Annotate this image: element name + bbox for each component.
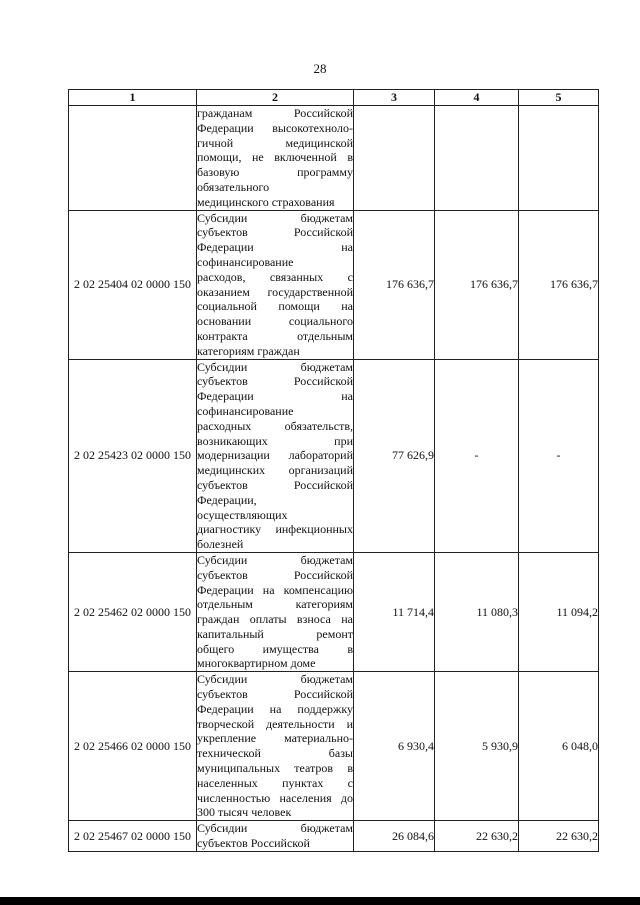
description-line: населенных пунктах с [197,775,353,790]
amount-cell-5: 6 048,0 [519,672,599,821]
description-line: медицинского страхования [197,194,335,209]
budget-table [68,89,599,852]
table-header-row [69,90,599,106]
dash-mark: - [556,448,561,463]
amount-cell-5: 176 636,7 [519,210,599,359]
amount-cell-4: 5 930,9 [435,672,519,821]
description-line: субъектов Российской [197,836,310,851]
description-line: модернизации лабораторий [197,448,353,463]
description-line: Субсидии бюджетам [197,210,353,225]
description-line: обязательного [197,179,270,194]
amount-cell-3: 77 626,9 [354,359,435,552]
description-line: численностью населения до [197,790,353,805]
budget-code-cell: 2 02 25467 02 0000 150 [69,821,197,852]
description-line: субъектов Российской [197,477,353,492]
description-line: отдельным категориям [197,597,353,612]
description-line: гражданам Российской [197,106,353,120]
amount-cell-5: 11 094,2 [519,552,599,671]
description-line: диагностику инфекционных [197,522,353,537]
description-line: Федерации, [197,492,257,507]
page-bottom-edge [0,897,640,905]
column-header-2: 2 [197,90,354,106]
amount-cell-5: 22 630,2 [519,821,599,852]
table-row [69,210,599,359]
amount-cell-5 [519,359,599,552]
description-line: помощи, не включенной в [197,150,353,165]
column-header-1: 1 [69,90,197,106]
amount-cell-3: 176 636,7 [354,210,435,359]
description-line: софинансирование [197,254,294,269]
description-line: Субсидии бюджетам [197,821,353,836]
column-header-3: 3 [354,90,435,106]
description-line: общего имущества в [197,641,353,656]
description-line: укрепление материально- [197,731,353,746]
description-line: основании социального [197,314,353,329]
description-cell [197,359,354,552]
description-line: субъектов Российской [197,374,353,389]
description-line: капитальный ремонт [197,626,353,641]
amount-cell-3: 26 084,6 [354,821,435,852]
budget-code-cell [69,106,197,211]
table-row [69,359,599,552]
description-line: Субсидии бюджетам [197,672,353,687]
description-line: расходных обязательств, [197,418,353,433]
amount-cell-4: 22 630,2 [435,821,519,852]
amount-cell-4: 11 080,3 [435,552,519,671]
description-line: категориям граждан [197,343,300,358]
description-cell [197,106,354,211]
description-line: базовую программу [197,165,353,180]
description-line: гичной медицинской [197,135,353,150]
description-line: 300 тысяч человек [197,805,292,820]
description-line: Федерации на компенсацию [197,582,353,597]
dash-mark: - [474,448,479,463]
description-line: субъектов Российской [197,225,353,240]
table-row [69,106,599,211]
description-cell [197,672,354,821]
description-line: субъектов Российской [197,567,353,582]
budget-code-cell: 2 02 25466 02 0000 150 [69,672,197,821]
description-cell [197,210,354,359]
table-row [69,672,599,821]
description-line: болезней [197,537,244,552]
amount-cell-3 [354,106,435,211]
description-line: граждан оплаты взноса на [197,612,353,627]
amount-cell-3: 11 714,4 [354,552,435,671]
budget-code-cell: 2 02 25423 02 0000 150 [69,359,197,552]
description-line: контракта отдельным [197,328,353,343]
description-line: многоквартирном доме [197,656,316,671]
description-line: социальной помощи на [197,299,353,314]
column-header-5: 5 [519,90,599,106]
amount-cell-3: 6 930,4 [354,672,435,821]
description-line: Федерации высокотехноло- [197,120,353,135]
description-line: возникающих при [197,433,353,448]
page-number: 28 [313,61,327,76]
description-line: Федерации на [197,240,353,255]
description-line: софинансирование [197,403,294,418]
description-line: Федерации на поддержку [197,701,353,716]
description-line: Субсидии бюджетам [197,552,353,567]
description-cell [197,821,354,852]
description-line: Субсидии бюджетам [197,359,353,374]
description-line: осуществляющих [197,507,288,522]
column-header-4: 4 [435,90,519,106]
amount-cell-4 [435,359,519,552]
table-row [69,821,599,852]
description-cell [197,552,354,671]
description-line: медицинских организаций [197,463,353,478]
description-line: муниципальных театров в [197,761,353,776]
amount-cell-5 [519,106,599,211]
description-line: расходов, связанных с [197,269,353,284]
description-line: Федерации на [197,389,353,404]
amount-cell-4: 176 636,7 [435,210,519,359]
amount-cell-4 [435,106,519,211]
description-line: оказанием государственной [197,284,353,299]
budget-code-cell: 2 02 25462 02 0000 150 [69,552,197,671]
description-line: субъектов Российской [197,687,353,702]
description-line: технической базы [197,746,353,761]
description-line: творческой деятельности и [197,716,353,731]
budget-code-cell: 2 02 25404 02 0000 150 [69,210,197,359]
table-row [69,552,599,671]
